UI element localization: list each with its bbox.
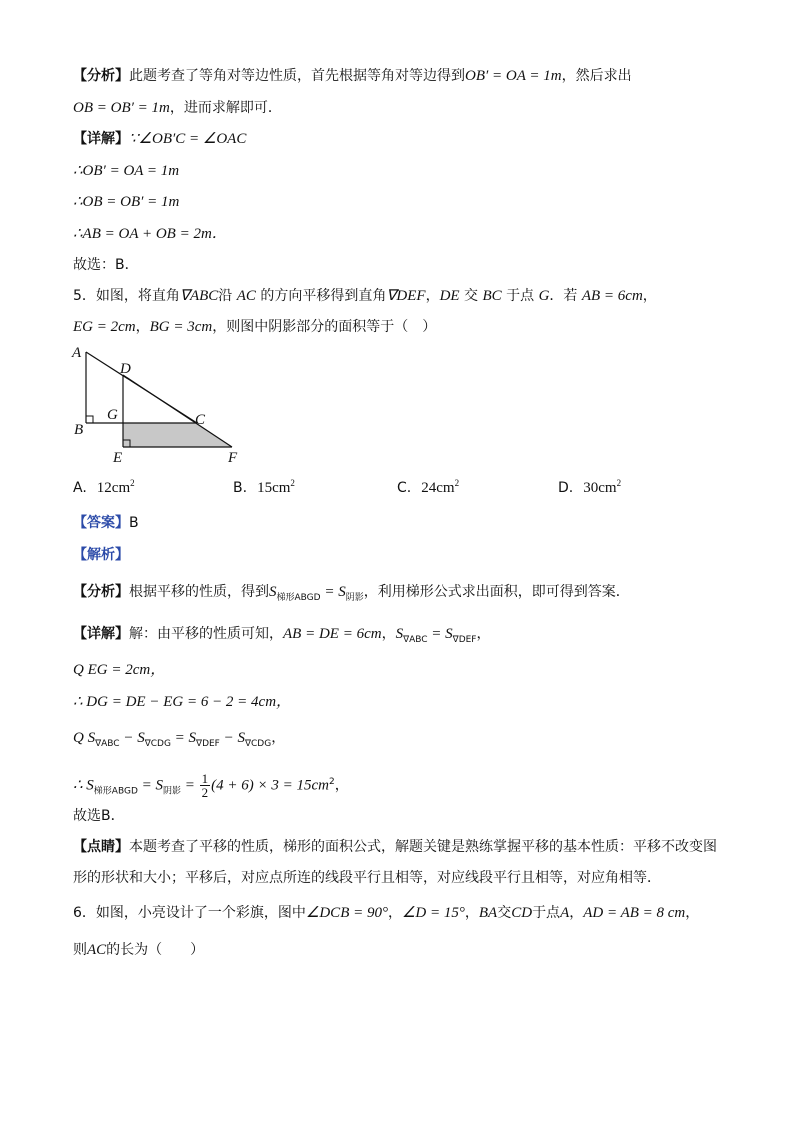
analysis-label: 【分析】 [73, 68, 129, 84]
option-a[interactable]: A. $12cm^2$ [73, 478, 135, 496]
answer-label: 【答案】 [73, 515, 129, 531]
q5-choose: 故选B． [73, 808, 125, 824]
q6-stem-line-1: 6．如图，小亮设计了一个彩旗，图中∠DCB = 90°，∠D = 15°，BA交CD于点A，AD = AB = 8 cm， [73, 905, 700, 921]
q5-analysis: 【分析】根据平移的性质，得到$S_{梯形ABGD} = S_{阴影}$，利用梯形公式求出面积，即可得到答案． [73, 584, 630, 603]
q5-stem-line-1: 5．如图，将直角∇ABC沿 AC 的方向平移得到直角∇DEF，DE 交 BC 于点 G．若 AB = 6cm， [73, 288, 657, 304]
q6-stem-line-2: 则AC的长为（ ） [73, 942, 205, 958]
q4-analysis-line-2: OB = OB′ = 1m，进而求解即可． [73, 100, 282, 116]
option-d[interactable]: D. $30cm^2$ [558, 478, 622, 496]
q5-detail: 【详解】解：由平移的性质可知，AB = DE = 6cm，$S_{\nabla ABC} = S_{\nabla DEF}$， [73, 626, 491, 645]
q5-step-4: Q $S_{\nabla ABC} - S_{\nabla CDG} = S_{\nabla DEF} - S_{\nabla CDG}$， [73, 730, 286, 749]
label-B: B [74, 422, 84, 438]
q5-step-5: ∴ $S_{梯形ABGD} = S_{阴影}$ = $\frac{1}{2}$ $(4 + 6) \times 3 = 15cm^2$， [73, 771, 349, 801]
q5-answer: 【答案】B [73, 515, 139, 531]
label-E: E [113, 450, 123, 466]
fraction: $\frac{1}{2}$ [201, 771, 209, 801]
q4-step-2: ∴OB′ = OA = 1m [73, 163, 180, 179]
q5-stem-line-2: EG = 2cm，BG = 3cm，则图中阴影部分的面积等于（ ） [73, 319, 437, 335]
right-angle-B [86, 416, 93, 423]
label-A: A [72, 345, 82, 361]
q4-detail-line: 【详解】∵∠OB′C = ∠OAC [73, 131, 247, 147]
q4-step-4: ∴AB = OA + OB = 2m． [73, 226, 227, 242]
q5-step-3: ∴ DG = DE − EG = 6 − 2 = 4cm， [73, 694, 292, 710]
label-F: F [228, 450, 238, 466]
q4-analysis-line: 【分析】此题考查了等角对等边性质，首先根据等角对等边得到OB′ = OA = 1m，然后求出 [73, 68, 632, 84]
q5-jiexi-label: 【解析】 [73, 547, 129, 563]
label-G: G [107, 407, 118, 423]
label-D: D [120, 361, 131, 377]
option-c[interactable]: C. $24cm^2$ [397, 478, 460, 496]
shaded-trapezoid [123, 423, 232, 447]
q5-figure [70, 343, 250, 468]
q5-step-2: Q EG = 2cm， [73, 662, 166, 678]
option-b[interactable]: B. $15cm^2$ [233, 478, 295, 496]
q5-comment-line-1: 【点睛】本题考查了平移的性质，梯形的面积公式，解题关键是熟练掌握平移的基本性质：平移不改变图 [73, 839, 717, 855]
q4-choose: 故选：B． [73, 257, 139, 273]
label-C: C [195, 412, 206, 428]
detail-label: 【详解】 [73, 131, 129, 147]
q5-comment-line-2: 形的形状和大小；平移后，对应点所连的线段平行且相等，对应线段平行且相等，对应角相等． [73, 870, 661, 886]
q4-step-3: ∴OB = OB′ = 1m [73, 194, 180, 210]
